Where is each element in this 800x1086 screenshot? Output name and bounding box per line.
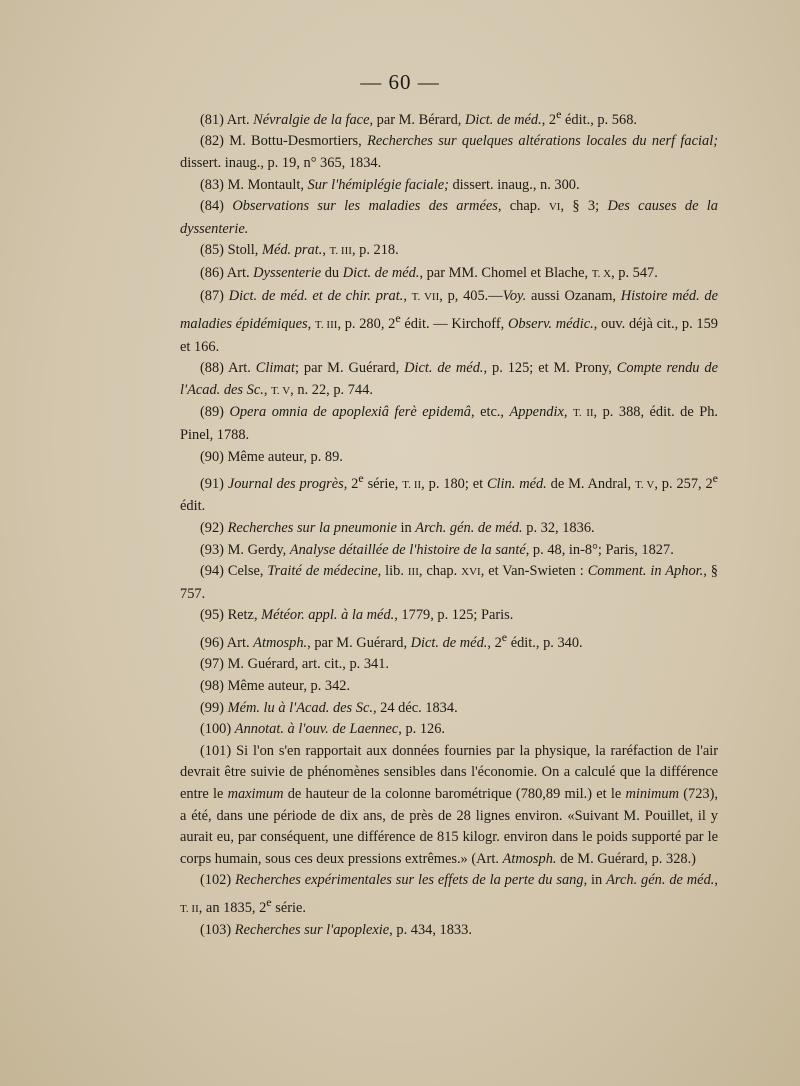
footnote-84: (84) Observations sur les maladies des armées, chap. VI, § 3; Des causes de la dyssenterie. (180, 198, 718, 237)
footnote-99: (99) Mém. lu à l'Acad. des Sc., 24 déc. 1834. (200, 699, 458, 716)
footnote-87: (87) Dict. de méd. et de chir. prat., T. VII, p, 405.—Voy. aussi Ozanam, Histoire méd. de maladies épidémiques, T. III, p. 280, 2e édit. — Kirchoff, Observ. médic., ouv. déjà cit., p. 159 et 166. (180, 287, 719, 355)
footnote-85: (85) Stoll, Méd. prat., T. III, p. 218. (200, 242, 399, 259)
footnote-92: (92) Recherches sur la pneumonie in Arch. gén. de méd. p. 32, 1836. (200, 520, 595, 537)
footnote-103: (103) Recherches sur l'apoplexie, p. 434, 1833. (200, 922, 472, 939)
footnote-86: (86) Art. Dyssenterie du Dict. de méd., par MM. Chomel et Blache, T. X, p. 547. (200, 264, 658, 281)
footnote-94: (94) Celse, Traité de médecine, lib. III, chap. XVI, et Van-Swieten : Comment. in Aphor., § 757. (180, 563, 718, 602)
footnote-97: (97) M. Guérard, art. cit., p. 341. (200, 656, 390, 673)
footnote-82: (82) M. Bottu-Desmortiers, Recherches sur quelques altérations locales du nerf facial; dissert. inaug., p. 19, n° 365, 1834. (180, 133, 718, 171)
footnote-81: (81) Art. Névralgie de la face, par M. Bérard, Dict. de méd., 2e édit., p. 568. (200, 107, 637, 128)
footnote-88: (88) Art. Climat; par M. Guérard, Dict. de méd., p. 125; et M. Prony, Compte rendu de l'Acad. des Sc., T. V, n. 22, p. 744. (180, 360, 718, 398)
footnote-96: (96) Art. Atmosph., par M. Guérard, Dict. de méd., 2e édit., p. 340. (200, 630, 583, 651)
footnote-100: (100) Annotat. à l'ouv. de Laennec, p. 126. (200, 721, 446, 738)
footnote-101: (101) Si l'on s'en rapportait aux données fournies par la physique, la raréfaction de l'air devrait être suivie de phénomènes sensibles dans l'économie. On a calculé que la différence entre le maximum de hauteur de la colonne barométrique (780,89 mil.) et le minimum (723), a été, dans une période de dix ans, de près de 28 lignes environ. «Suivant M. Pouillet, il y aurait eu, par conséquent, une différence de 815 kilogr. environ dans le poids supporté par le corps humain, sous ces deux pressions extrêmes.» (Art. Atmosph. de M. Guérard, p. 328.) (180, 742, 719, 867)
footnote-91: (91) Journal des progrès, 2e série, T. II, p. 180; et Clin. méd. de M. Andral, T. V, p. 257, 2e édit. (180, 471, 718, 515)
footnote-89: (89) Opera omnia de apoplexiâ ferè epidemâ, etc., Appendix, T. II, p. 388, édit. de Ph. Pinel, 1788. (180, 404, 719, 443)
footnote-83: (83) M. Montault, Sur l'hémiplégie faciale; dissert. inaug., n. 300. (200, 176, 580, 193)
footnote-102: (102) Recherches expérimentales sur les effets de la perte du sang, in Arch. gén. de méd., T. II, an 1835, 2e série. (180, 872, 718, 916)
page-number: — 60 — (360, 70, 440, 94)
footnote-95: (95) Retz, Météor. appl. à la méd., 1779, p. 125; Paris. (200, 607, 514, 624)
footnote-90: (90) Même auteur, p. 89. (200, 448, 343, 465)
footnote-93: (93) M. Gerdy, Analyse détaillée de l'histoire de la santé, p. 48, in-8°; Paris, 1827. (200, 541, 674, 558)
footnotes-list (180, 104, 718, 942)
footnote-98: (98) Même auteur, p. 342. (200, 678, 351, 695)
